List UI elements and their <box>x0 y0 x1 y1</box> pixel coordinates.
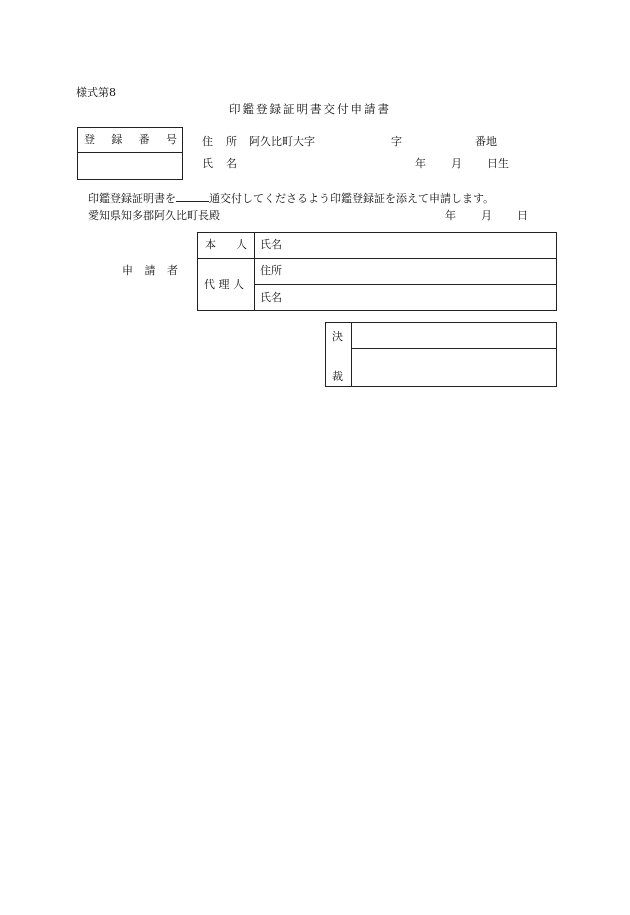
date-day: 日 <box>517 209 528 222</box>
principal-name-field[interactable] <box>290 236 552 254</box>
agent-row-divider <box>254 284 557 285</box>
agent-name-label: 氏名 <box>260 291 282 304</box>
registration-divider <box>77 152 183 153</box>
address-aza: 字 <box>391 135 402 148</box>
registration-number-label: 登 録 番 号 <box>84 133 177 146</box>
date-month: 月 <box>481 209 492 222</box>
addressee: 愛知県知多郡阿久比町長殿 <box>88 209 220 222</box>
applicant-table-divider <box>254 232 255 311</box>
birth-day: 日生 <box>487 157 509 170</box>
decision-char-1: 決 <box>332 330 343 343</box>
copies-blank[interactable] <box>176 190 209 202</box>
decision-divider <box>351 322 352 387</box>
birth-month: 月 <box>451 157 462 170</box>
decision-stamp-field-1[interactable] <box>356 326 552 344</box>
decision-stamp-field-2[interactable] <box>356 352 552 382</box>
agent-address-field[interactable] <box>290 262 552 280</box>
applicant-label: 申 請 者 <box>122 264 178 277</box>
registration-number-field[interactable] <box>84 160 177 174</box>
principal-label: 本 人 <box>205 238 247 251</box>
address-label: 住 所 <box>202 135 237 148</box>
principal-name-label: 氏名 <box>260 238 282 251</box>
agent-label: 代 理 人 <box>204 278 244 291</box>
address-town: 阿久比町大字 <box>249 135 315 148</box>
page-title: 印鑑登録証明書交付申請書 <box>229 102 391 116</box>
applicant-row-divider <box>197 258 557 259</box>
birth-year: 年 <box>415 157 426 170</box>
decision-char-2: 裁 <box>332 370 343 383</box>
agent-name-field[interactable] <box>290 288 552 306</box>
agent-address-label: 住所 <box>260 264 282 277</box>
date-year: 年 <box>445 209 456 222</box>
address-banchi: 番地 <box>475 135 497 148</box>
request-sentence: 印鑑登録証明書を 通交付してくださるよう印鑑登録証を添えて申請します。 <box>88 192 495 205</box>
form-number: 様式第8 <box>76 86 116 99</box>
decision-row-divider <box>351 348 557 349</box>
name-label: 氏 名 <box>202 157 237 170</box>
